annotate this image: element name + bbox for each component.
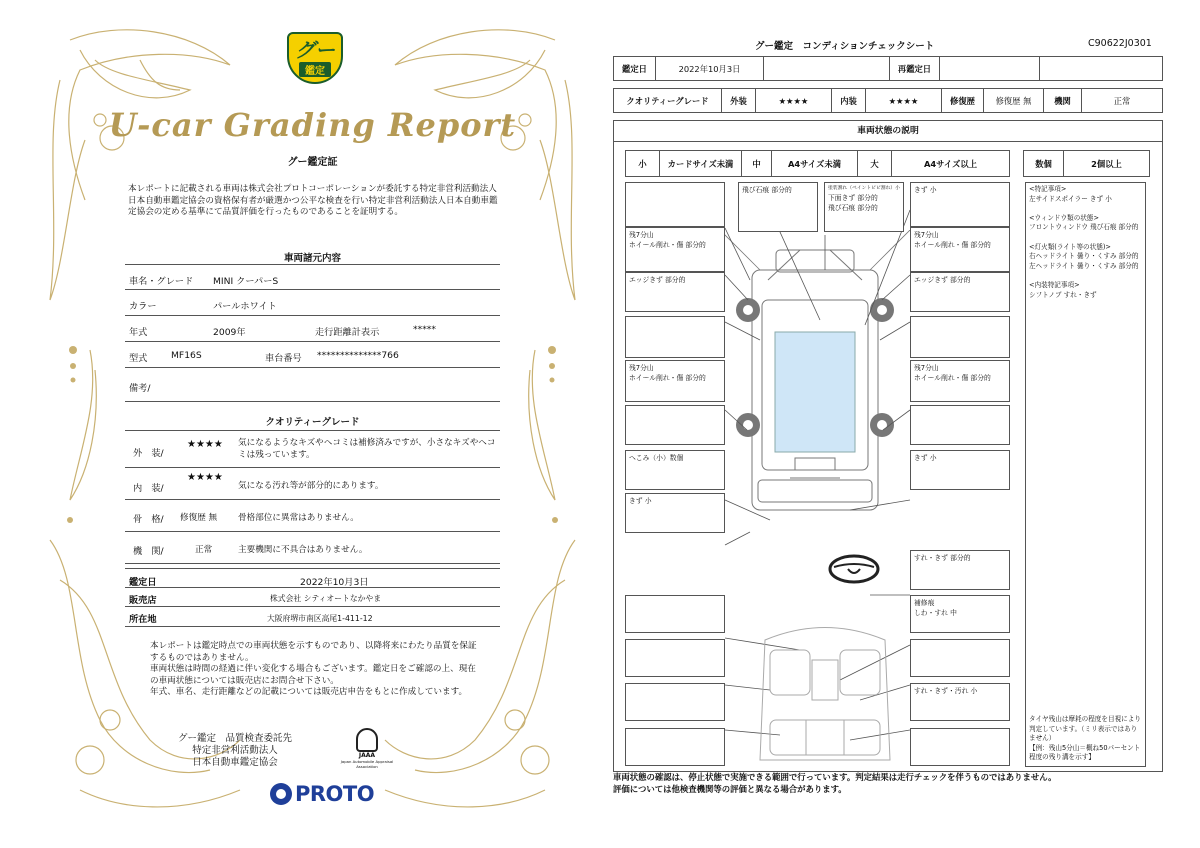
box-interior-left-2 <box>625 639 725 677</box>
box-left-4 <box>625 316 725 358</box>
address-row: 所在地 大阪府堺市南区高尾1-411-12 <box>125 607 500 627</box>
label-right-front-edge: エッジきず 部分的 <box>910 272 1010 312</box>
grading-certificate <box>40 20 585 828</box>
count-legend: 数個 2個以上 <box>1023 150 1150 177</box>
spec-row-color: カラー パールホワイト <box>125 290 500 316</box>
notes-panel: <特記事項> 左サイドスポイラー きず 小 <ウィンドウ類の状態> フロントウィンドウ 飛び石痕 部分的 <灯火類(ライト等の状態)> 右ヘッドライト 曇り・くすみ 部分的 左ヘッドライト 曇り・くすみ 部分的 <内装特記事項> シフトノブ すれ・きず タイヤ残山は摩耗の程度を目視により判定しています。（ミリ表示ではありません） 【例：残山5分山＝概ね50パーセント程度の残り溝を示す】 <box>1025 182 1146 767</box>
sheet-title: グー鑑定 コンディションチェックシート <box>755 41 935 52</box>
label-left-front-wheel: 残7分山 ホイール削れ・傷 部分的 <box>625 227 725 272</box>
inspection-date-row: 鑑定日 2022年10月3日 <box>125 568 500 588</box>
size-legend: 小 カードサイズ未満 中 A4サイズ未満 大 A4サイズ以上 <box>625 150 1010 177</box>
label-seat-rear: すれ・きず・汚れ 小 <box>910 683 1010 721</box>
certificate-footer-note: 本レポートは鑑定時点での車両状態を示すものであり、以降将来にわたり品質を保証するものではありません。 車両状態は時間の経過に伴い変化する場合もございます。鑑定日をご確認の上、現在の車両状態については販売店にお問合せ下さい。 年式、車名、走行距離などの記載については販売店申告をもとに作成しています。 <box>150 641 477 697</box>
car-interior-diagram <box>750 620 900 770</box>
certificate-subtitle: グー鑑定証 <box>287 157 338 168</box>
box-interior-left-4 <box>625 728 725 766</box>
quality-row-frame: 骨 格/ 修復歴 無 骨格部位に異常はありません。 <box>125 500 500 532</box>
dealer-row: 販売店 株式会社 シティオートなかやま <box>125 588 500 607</box>
spec-heading: 車両諸元内容 <box>283 253 341 264</box>
label-rear-left: きず 小 <box>625 493 725 533</box>
label-left-front-edge: エッジきず 部分的 <box>625 272 725 312</box>
box-interior-right-4 <box>910 728 1010 766</box>
box-right-6 <box>910 405 1010 445</box>
spec-row-model: 型式 MF16S 車台番号 **************766 <box>125 342 500 368</box>
proto-logo: PROTO <box>270 782 374 806</box>
spec-row-year: 年式 2009年 走行距離計表示 ***** <box>125 316 500 342</box>
jaaa-emblem-icon <box>356 728 378 752</box>
label-steering: すれ・きず 部分的 <box>910 550 1010 590</box>
box-right-4 <box>910 316 1010 358</box>
quality-row-interior: 内 装/ ★★★★ 気になる汚れ等が部分的にあります。 <box>125 468 500 500</box>
jaaa-logo: JAAA Japan Automobile Appraisal Association <box>338 728 396 769</box>
label-front-left-top: きず 小 <box>910 182 1010 227</box>
box-interior-left-1 <box>625 595 725 633</box>
certificate-intro: 本レポートに記載される車両は株式会社プロトコーポレーションが委託する特定非営利活動法人日本自動車鑑定協会の資格保有者が厳選かつ公平な検査を行い特定非営利活動法人日本自動車鑑定協会の定める基準にて品質評価を行ったものであることを証明する。 <box>128 184 498 217</box>
goo-kantei-logo: グー 鑑定 <box>287 32 343 98</box>
steering-wheel-icon <box>828 553 880 585</box>
label-right-front-wheel: 残7分山 ホイール削れ・傷 部分的 <box>910 227 1010 272</box>
box-interior-right-2 <box>910 639 1010 677</box>
condition-check-sheet <box>610 30 1165 810</box>
label-right-rear-scratch: きず 小 <box>910 450 1010 490</box>
quality-row-engine: 機 関/ 正常 主要機関に不具合はありません。 <box>125 532 500 564</box>
proto-mark-icon <box>270 783 292 805</box>
label-front-center: 塗装割れ（ペイントピピ割れ）小 下面きず 部分的 飛び石痕 部分的 <box>824 182 904 232</box>
spec-row-name: 車名・グレード MINI クーパーS <box>125 264 500 290</box>
label-right-rear-wheel: 残7分山 ホイール削れ・傷 部分的 <box>910 360 1010 402</box>
box-left-1 <box>625 182 725 227</box>
quality-grade-row: クオリティーグレード 外装 ★★★★ 内装 ★★★★ 修復歴 修復歴 無 機関 正常 <box>613 88 1163 113</box>
sheet-footer: 車両状態の確認は、停止状態で実施できる範囲で行っています。判定結果は走行チェックを伴うものではありません。 評価については他検査機関等の評価と異なる場合があります。 <box>613 772 1057 794</box>
issuer-block: グー鑑定 品質検査委託先 特定非営利活動法人 日本自動車鑑定協会 <box>177 733 292 768</box>
quality-row-exterior: 外 装/ ★★★★ 気になるようなキズやヘコミは補修済みですが、小さなキズやヘコミは残っています。 <box>125 430 500 468</box>
spec-row-remarks: 備考/ <box>125 368 500 402</box>
date-row: 鑑定日 2022年10月3日 再鑑定日 <box>613 56 1163 81</box>
label-seat-repair: 補修痕 しわ・すれ 中 <box>910 595 1010 633</box>
state-heading: 車両状態の説明 <box>613 120 1163 142</box>
box-interior-left-3 <box>625 683 725 721</box>
quality-heading: クオリティーグレード <box>265 417 360 428</box>
report-title: U-car Grading Report <box>108 106 517 144</box>
label-left-rear-dent: へこみ（小）数個 <box>625 450 725 490</box>
label-left-rear-wheel: 残7分山 ホイール削れ・傷 部分的 <box>625 360 725 402</box>
sheet-code: C90622J0301 <box>1088 38 1152 49</box>
label-front-right-top: 飛び石痕 部分的 <box>738 182 818 232</box>
box-left-6 <box>625 405 725 445</box>
